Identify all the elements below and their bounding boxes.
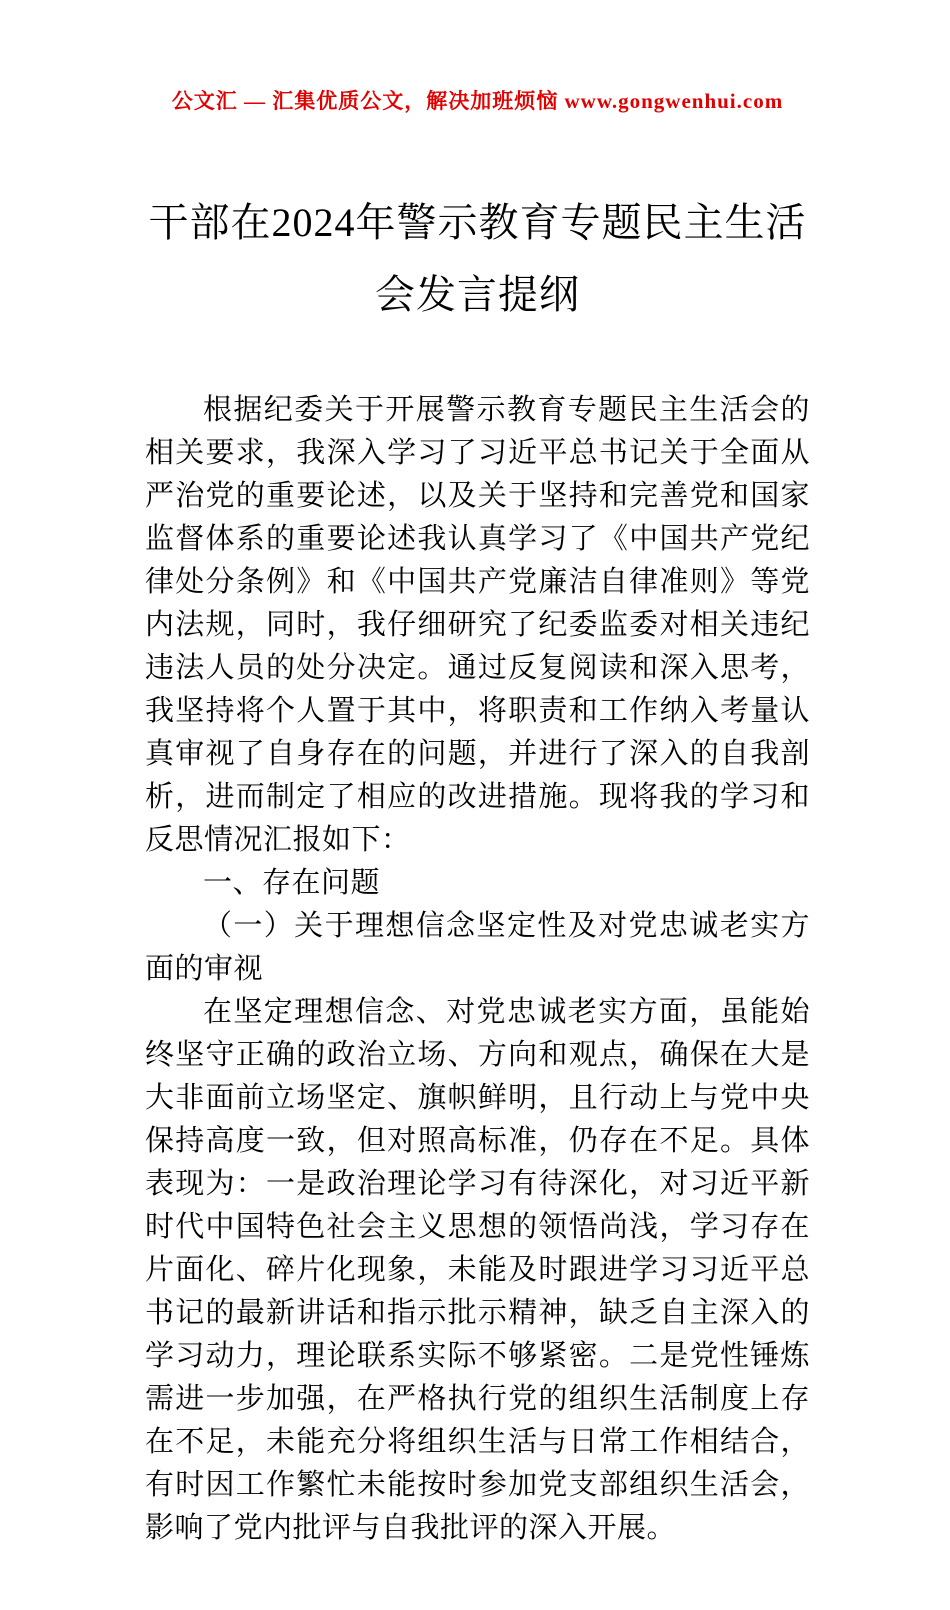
paragraph-ideals-body: 在坚定理想信念、对党忠诚老实方面，虽能始终坚守正确的政治立场、方向和观点，确保在大是大非面前立场坚定、旗帜鲜明，且行动上与党中央保持高度一致，但对照高标准，仍存在不足。具体表现为：一是政治理论学习有待深化，对习近平新时代中国特色社会主义思想的领悟尚浅，学习存在片面化、碎片化现象，未能及时跟进学习习近平总书记的最新讲话和指示批示精神，缺乏自主深入的学习动力，理论联系实际不够紧密。二是党性锤炼需进一步加强，在严格执行党的组织生活制度上存在不足，未能充分将组织生活与日常工作相结合，有时因工作繁忙未能按时参加党支部组织生活会，影响了党内批评与自我批评的深入开展。	[145, 996, 810, 1544]
paragraph-intro: 根据纪委关于开展警示教育专题民主生活会的相关要求，我深入学习了习近平总书记关于全面从严治党的重要论述，以及关于坚持和完善党和国家监督体系的重要论述我认真学习了《中国共产党纪律处分条例》和《中国共产党廉洁自律准则》等党内法规，同时，我仔细研究了纪委监委对相关违纪违法人员的处分决定。通过反复阅读和深入思考，我坚持将个人置于其中，将职责和工作纳入考量认真审视了自身存在的问题，并进行了深入的自我剖析，进而制定了相应的改进措施。现将我的学习和反思情况汇报如下：	[145, 394, 810, 856]
document-body	[145, 389, 810, 1550]
section-heading-problems: 一、存在问题	[203, 867, 381, 899]
site-promo-banner: 公文汇 — 汇集优质公文，解决加班烦恼 www.gongwenhui.com	[171, 89, 784, 113]
subsection-heading-ideals: （一）关于理想信念坚定性及对党忠诚老实方面的审视	[145, 910, 810, 985]
document-title: 干部在2024年警示教育专题民主生活会发言提纲	[148, 200, 807, 317]
